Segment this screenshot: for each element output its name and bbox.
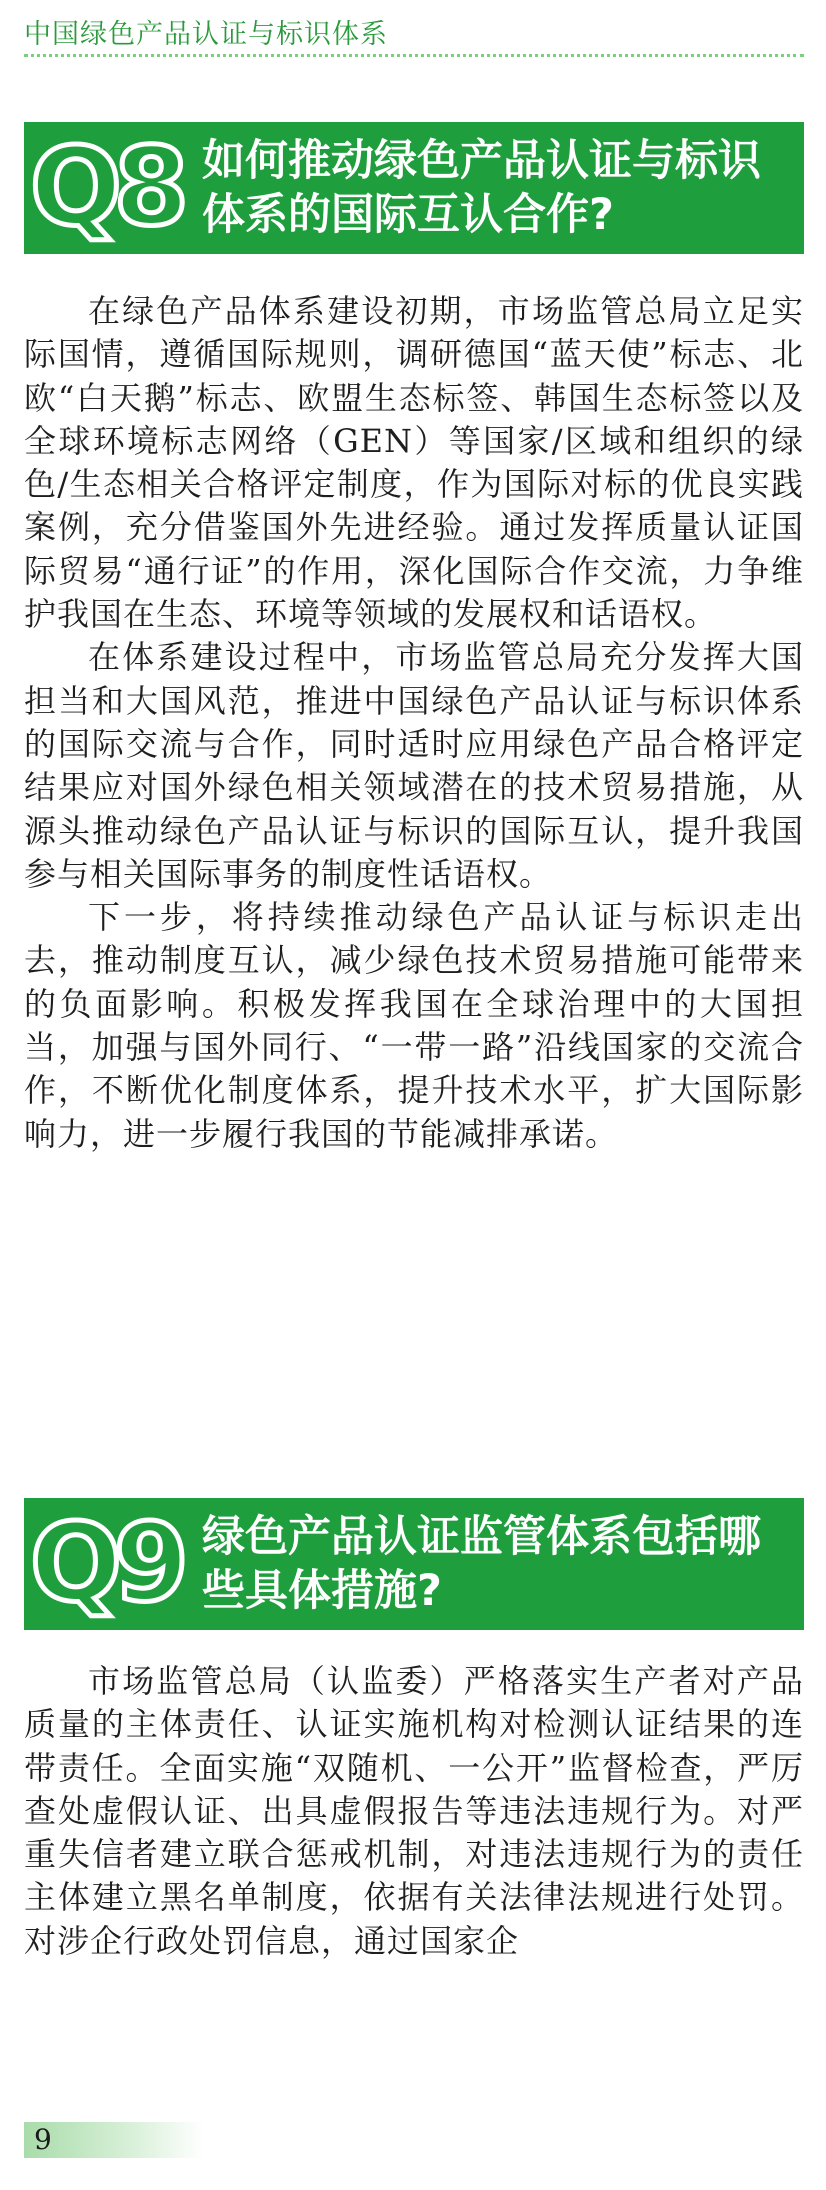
q8-paragraph-3: 下一步，将持续推动绿色产品认证与标识走出去，推动制度互认，减少绿色技术贸易措施可能带来的负面影响。积极发挥我国在全球治理中的大国担当，加强与国外同行、“一带一路”沿线国家的交流合作，不断优化制度体系，提升技术水平，扩大国际影响力，进一步履行我国的节能减排承诺。 bbox=[24, 898, 804, 1153]
q9-answer bbox=[24, 1660, 804, 1963]
running-header-title: 中国绿色产品认证与标识体系 bbox=[24, 19, 388, 50]
page-number: 9 bbox=[34, 2123, 52, 2156]
q8-banner bbox=[24, 122, 804, 254]
q8-question-title: 如何推动绿色产品认证与标识体系的国际互认合作? bbox=[202, 136, 761, 240]
q9-banner bbox=[24, 1498, 804, 1630]
q8-badge: Q8 bbox=[30, 125, 181, 250]
q9-paragraph-1: 市场监管总局（认监委）严格落实生产者对产品质量的主体责任、认证实施机构对检测认证结果的连带责任。全面实施“双随机、一公开”监督检查，严厉查处虚假认证、出具虚假报告等违法违规行为。对严重失信者建立联合惩戒机制，对违法违规行为的责任主体建立黑名单制度，依据有关法律法规进行处罚。对涉企行政处罚信息，通过国家企 bbox=[24, 1662, 804, 1960]
q8-paragraph-2: 在体系建设过程中，市场监管总局充分发挥大国担当和大国风范，推进中国绿色产品认证与标识体系的国际交流与合作，同时适时应用绿色产品合格评定结果应对国外绿色相关领域潜在的技术贸易措施，从源头推动绿色产品认证与标识的国际互认，提升我国参与相关国际事务的制度性话语权。 bbox=[24, 638, 804, 893]
q9-badge: Q9 bbox=[30, 1501, 181, 1626]
header-dotted-rule bbox=[24, 54, 804, 57]
q9-question-title: 绿色产品认证监管体系包括哪些具体措施? bbox=[202, 1512, 761, 1616]
q8-paragraph-1: 在绿色产品体系建设初期，市场监管总局立足实际国情，遵循国际规则，调研德国“蓝天使”标志、北欧“白天鹅”标志、欧盟生态标签、韩国生态标签以及全球环境标志网络（GEN）等国家/区域和组织的绿色/生态相关合格评定制度，作为国际对标的优良实践案例，充分借鉴国外先进经验。通过发挥质量认证国际贸易“通行证”的作用，深化国际合作交流，力争维护我国在生态、环境等领域的发展权和话语权。 bbox=[24, 292, 804, 634]
q8-answer bbox=[24, 290, 804, 1156]
